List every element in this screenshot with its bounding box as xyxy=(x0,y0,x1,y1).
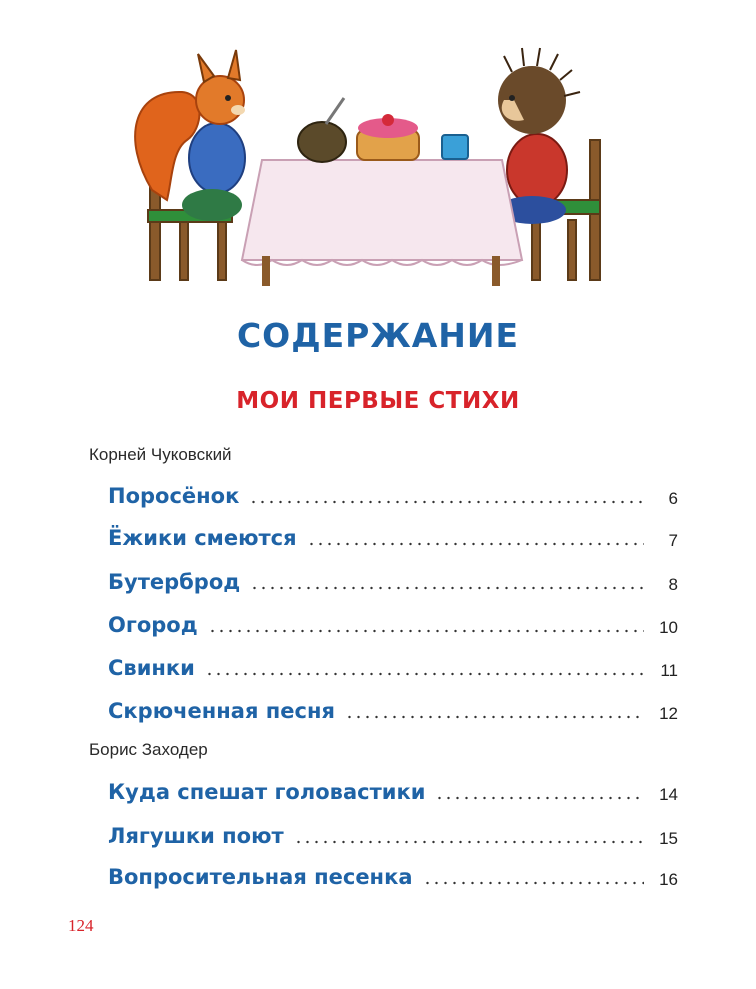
toc-entry-title: Вопросительная песенка xyxy=(108,865,413,889)
toc-entry[interactable] xyxy=(108,771,678,803)
dot-leader xyxy=(205,672,644,676)
toc-entry[interactable] xyxy=(108,815,678,847)
toc-entry-page: 6 xyxy=(668,489,678,508)
toc-entry-title: Скрюченная песня xyxy=(108,699,335,723)
toc-entry-title: Поросёнок xyxy=(108,484,240,508)
dot-leader xyxy=(423,881,645,885)
toc-entry-title: Бутерброд xyxy=(108,570,241,594)
author-name: Корней Чуковский xyxy=(89,445,232,464)
toc-entry-page: 14 xyxy=(659,785,678,804)
squirrel-hedgehog-tea-illustration xyxy=(112,20,664,360)
toc-entry-title: Куда спешат головастики xyxy=(108,780,426,804)
toc-entry-page: 8 xyxy=(668,575,678,594)
toc-entry[interactable] xyxy=(108,647,678,679)
toc-entry[interactable] xyxy=(108,517,678,549)
toc-entry-title: Свинки xyxy=(108,656,195,680)
toc-entry[interactable] xyxy=(108,690,678,722)
toc-entry-title: Огород xyxy=(108,613,198,637)
toc-entry[interactable] xyxy=(108,561,678,593)
section-subtitle: МОИ ПЕРВЫЕ СТИХИ xyxy=(236,388,520,414)
toc-entry[interactable] xyxy=(108,604,678,636)
page-number: 124 xyxy=(68,916,94,935)
page-title: СОДЕРЖАНИЕ xyxy=(236,316,520,355)
dot-leader xyxy=(249,500,644,504)
toc-entry-page: 15 xyxy=(659,829,678,848)
toc-entry-page: 11 xyxy=(660,661,678,680)
toc-entry-page: 10 xyxy=(659,618,678,637)
toc-entry-page: 7 xyxy=(668,531,678,550)
dot-leader xyxy=(435,796,644,800)
dot-leader xyxy=(250,586,644,590)
toc-entry-page: 12 xyxy=(659,704,678,723)
toc-entry-title: Ёжики смеются xyxy=(108,526,297,550)
dot-leader xyxy=(294,840,644,844)
dot-leader xyxy=(208,629,644,633)
author-name: Борис Заходер xyxy=(89,740,208,759)
toc-entry-page: 16 xyxy=(659,870,678,889)
toc-entry-title: Лягушки поют xyxy=(108,824,284,848)
dot-leader xyxy=(307,542,644,546)
toc-entry[interactable] xyxy=(108,856,678,888)
dot-leader xyxy=(345,715,644,719)
toc-entry[interactable] xyxy=(108,475,678,507)
